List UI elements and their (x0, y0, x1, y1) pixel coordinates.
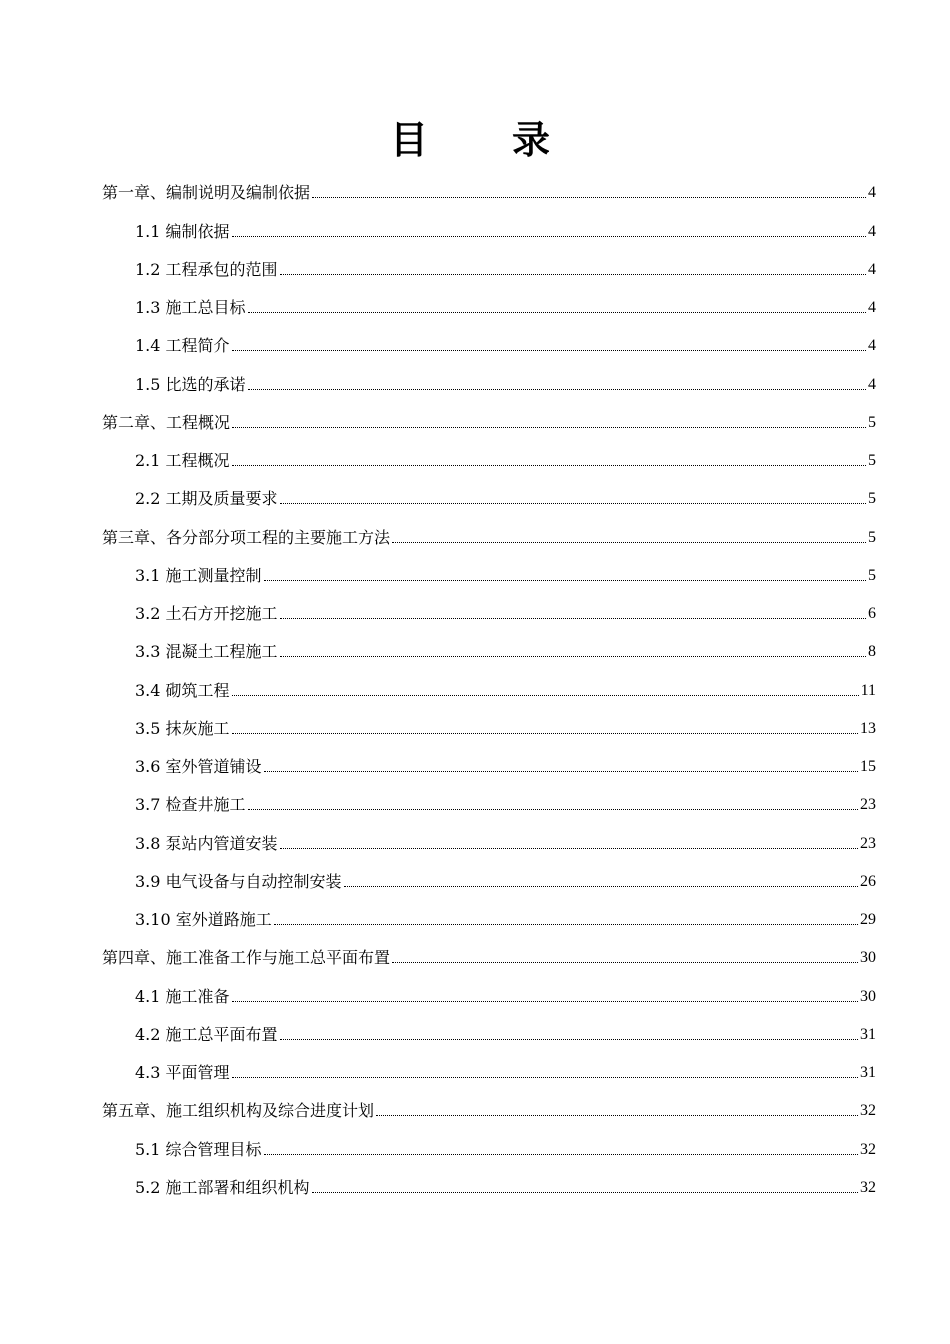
toc-entry-label: 第四章、施工准备工作与施工总平面布置 (102, 948, 391, 968)
toc-entry-label: 5.2 施工部署和组织机构 (135, 1177, 310, 1197)
toc-chapter-entry[interactable] (102, 514, 876, 552)
toc-entry-label: 3.6 室外管道铺设 (135, 757, 262, 776)
toc-page-number: 5 (868, 528, 876, 546)
toc-dot-leader (274, 924, 858, 925)
toc-dot-leader (392, 542, 866, 543)
toc-page-number: 13 (860, 719, 876, 737)
toc-chapter-entry[interactable] (102, 400, 876, 438)
toc-entry-label: 1.1 编制依据 (135, 221, 230, 241)
toc-section-entry[interactable] (102, 1012, 876, 1050)
toc-dot-leader (232, 1077, 858, 1078)
toc-page-number: 4 (868, 222, 876, 240)
toc-entry-label: 3.9 电气设备与自动控制安装 (135, 871, 342, 891)
toc-chapter-entry[interactable] (102, 1088, 876, 1126)
toc-dot-leader (248, 389, 866, 390)
toc-section-entry[interactable] (102, 782, 876, 820)
toc-section-entry[interactable] (102, 744, 876, 782)
toc-entry-label: 第一章、编制说明及编制依据 (102, 183, 311, 203)
toc-dot-leader (232, 465, 866, 466)
toc-entry-label: 3.3 混凝土工程施工 (135, 642, 278, 662)
toc-dot-leader (232, 350, 866, 351)
toc-page-number: 4 (868, 260, 876, 278)
toc-section-entry[interactable] (102, 208, 876, 246)
toc-dot-leader (248, 809, 858, 810)
toc-page-number: 26 (860, 872, 876, 890)
toc-page-number: 4 (868, 299, 876, 316)
toc-section-entry[interactable] (102, 438, 876, 476)
toc-page-number: 30 (860, 987, 876, 1005)
toc-section-entry[interactable] (102, 859, 876, 897)
toc-section-entry[interactable] (102, 667, 876, 705)
toc-page-number: 5 (868, 490, 876, 508)
toc-section-entry[interactable] (102, 1165, 876, 1203)
toc-entry-label: 第三章、各分部分项工程的主要施工方法 (102, 527, 391, 547)
toc-page-number: 4 (868, 184, 876, 202)
toc-dot-leader (232, 1001, 858, 1002)
toc-dot-leader (264, 771, 858, 772)
toc-section-entry[interactable] (102, 629, 876, 667)
toc-entry-label: 4.2 施工总平面布置 (135, 1024, 278, 1044)
toc-page-number: 15 (860, 758, 876, 775)
toc-entry-label: 5.1 综合管理目标 (135, 1139, 262, 1159)
toc-entry-label: 3.4 砌筑工程 (135, 680, 230, 700)
toc-dot-leader (280, 656, 866, 657)
toc-dot-leader (344, 886, 858, 887)
toc-page-number: 23 (860, 796, 876, 814)
toc-entry-label: 3.2 土石方开挖施工 (135, 604, 278, 623)
toc-entry-label: 3.5 抹灰施工 (135, 718, 230, 738)
toc-dot-leader (248, 312, 866, 313)
toc-entry-label: 3.1 施工测量控制 (135, 565, 262, 585)
toc-page-number: 5 (868, 452, 876, 469)
toc-page-number: 32 (860, 1140, 876, 1158)
toc-section-entry[interactable] (102, 706, 876, 744)
toc-page-number: 30 (860, 949, 876, 967)
toc-entry-label: 4.3 平面管理 (135, 1063, 230, 1082)
toc-page-number: 32 (860, 1178, 876, 1196)
toc-section-entry[interactable] (102, 553, 876, 591)
toc-page-number: 5 (868, 566, 876, 584)
toc-page-number: 29 (860, 911, 876, 928)
toc-page-number: 4 (868, 375, 876, 393)
toc-dot-leader (376, 1115, 858, 1116)
toc-dot-leader (264, 580, 866, 581)
toc-page-number: 4 (868, 337, 876, 355)
toc-dot-leader (232, 733, 858, 734)
page-title (0, 112, 940, 168)
toc-entry-label: 1.2 工程承包的范围 (135, 259, 278, 279)
toc-dot-leader (392, 962, 858, 963)
title-char-2: 录 (512, 117, 551, 162)
toc-entry-label: 1.5 比选的承诺 (135, 374, 246, 394)
toc-section-entry[interactable] (102, 476, 876, 514)
toc-entry-label: 3.8 泵站内管道安装 (135, 833, 278, 853)
toc-page-number: 5 (868, 413, 876, 431)
toc-section-entry[interactable] (102, 973, 876, 1011)
toc-page-number: 31 (860, 1064, 876, 1081)
toc-dot-leader (232, 427, 866, 428)
toc-section-entry[interactable] (102, 897, 876, 935)
toc-section-entry[interactable] (102, 591, 876, 629)
toc-page-number: 8 (868, 643, 876, 661)
toc-page-number: 6 (868, 605, 876, 622)
toc-entry-label: 4.1 施工准备 (135, 986, 230, 1006)
toc-entry-label: 2.2 工期及质量要求 (135, 489, 278, 509)
toc-entry-label: 1.3 施工总目标 (135, 298, 246, 317)
toc-chapter-entry[interactable] (102, 935, 876, 973)
toc-dot-leader (232, 695, 859, 696)
toc-dot-leader (312, 1192, 858, 1193)
toc-dot-leader (280, 848, 858, 849)
toc-dot-leader (280, 503, 866, 504)
toc-section-entry[interactable] (102, 285, 876, 323)
title-char-1: 目 (389, 117, 428, 162)
toc-section-entry[interactable] (102, 323, 876, 361)
toc-dot-leader (232, 236, 866, 237)
table-of-contents (102, 170, 876, 1203)
toc-chapter-entry[interactable] (102, 170, 876, 208)
toc-dot-leader (280, 618, 866, 619)
toc-dot-leader (264, 1154, 858, 1155)
toc-section-entry[interactable] (102, 361, 876, 399)
toc-dot-leader (280, 274, 866, 275)
toc-section-entry[interactable] (102, 1126, 876, 1164)
toc-entry-label: 3.7 检查井施工 (135, 795, 246, 815)
toc-entry-label: 3.10 室外道路施工 (135, 910, 272, 929)
toc-section-entry[interactable] (102, 1050, 876, 1088)
toc-entry-label: 2.1 工程概况 (135, 451, 230, 470)
toc-page-number: 11 (860, 681, 876, 699)
toc-dot-leader (280, 1039, 858, 1040)
toc-page-number: 23 (860, 834, 876, 852)
toc-entry-label: 第二章、工程概况 (102, 412, 231, 432)
toc-section-entry[interactable] (102, 820, 876, 858)
toc-page-number: 31 (860, 1025, 876, 1043)
toc-page-number: 32 (860, 1102, 876, 1120)
toc-section-entry[interactable] (102, 247, 876, 285)
toc-dot-leader (312, 197, 866, 198)
toc-entry-label: 第五章、施工组织机构及综合进度计划 (102, 1101, 375, 1121)
toc-entry-label: 1.4 工程简介 (135, 336, 230, 356)
